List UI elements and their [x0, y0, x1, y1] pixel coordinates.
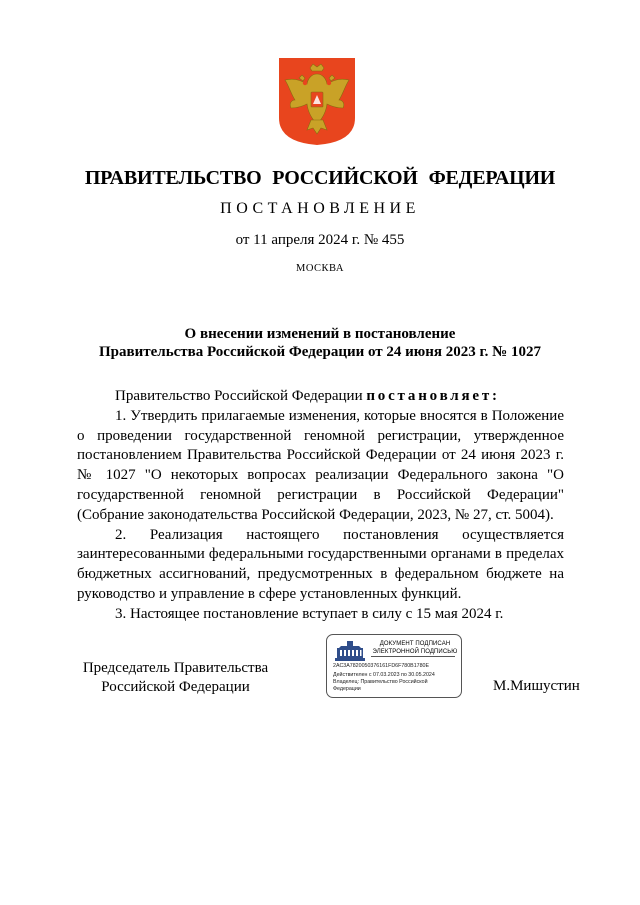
paragraph-3: 3. Настоящее постановление вступает в силу с 15 мая 2024 г. [115, 605, 504, 622]
signer-position [78, 659, 273, 697]
document-date-number: от 11 апреля 2024 г. № 455 [235, 232, 405, 248]
stamp-title [371, 641, 459, 656]
document-type: ПОСТАНОВЛЕНИЕ [220, 200, 420, 217]
intro-emphasis: постановляет: [366, 388, 500, 404]
intro-text: Правительство Российской Федерации [115, 388, 367, 404]
document-subject [70, 325, 570, 361]
document-city: МОСКВА [296, 263, 344, 274]
government-title: ПРАВИТЕЛЬСТВО РОССИЙСКОЙ ФЕДЕРАЦИИ [84, 167, 556, 189]
stamp-title-line-2: ЭЛЕКТРОННОЙ ПОДПИСЬЮ [372, 648, 458, 655]
coat-of-arms-emblem [277, 56, 357, 146]
signer-position-line-1: Председатель Правительства [82, 660, 269, 676]
electronic-signature-stamp [326, 634, 462, 698]
signer-name: М.Мишустин [493, 678, 580, 694]
government-building-icon [333, 640, 367, 662]
intro-paragraph [77, 387, 564, 407]
signer-position-line-2: Российской Федерации [101, 679, 250, 695]
stamp-validity: Действителен с 07.03.2023 по 30.05.2024 [333, 672, 435, 678]
subject-line-1: О внесении изменений в постановление [184, 326, 456, 342]
stamp-divider [371, 656, 455, 657]
paragraph-2: 2. Реализация настоящего постановления осуществляется заинтересованными федеральными государственными органами в пределах бюджетных ассигнований, предусмотренных в федеральном бюджете на руководство и управление в сфере установленных функций. [77, 526, 564, 602]
document-body [77, 387, 564, 625]
stamp-certificate-serial: 2AC3A7820050376161FD6F780B1780E [333, 663, 430, 669]
stamp-owner-line-1: Владелец: Правительство Российской [333, 679, 428, 685]
subject-line-2: Правительства Российской Федерации от 24 июня 2023 г. № 1027 [99, 344, 541, 360]
stamp-title-line-1: ДОКУМЕНТ ПОДПИСАН [379, 641, 451, 647]
paragraph-1: 1. Утвердить прилагаемые изменения, которые вносятся в Положение о проведении государственной геномной регистрации, утвержденное постановлением Правительства Российской Федерации от 24 июня 2023 г. № 1027 "О некоторых вопросах реализации Федерального закона "О государственной геномной регистрации в Российской Федерации" (Собрание законодательства Российской Федерации, 2023, № 27, ст. 5004). [77, 407, 564, 523]
stamp-owner-line-2: Федерации [333, 686, 361, 692]
